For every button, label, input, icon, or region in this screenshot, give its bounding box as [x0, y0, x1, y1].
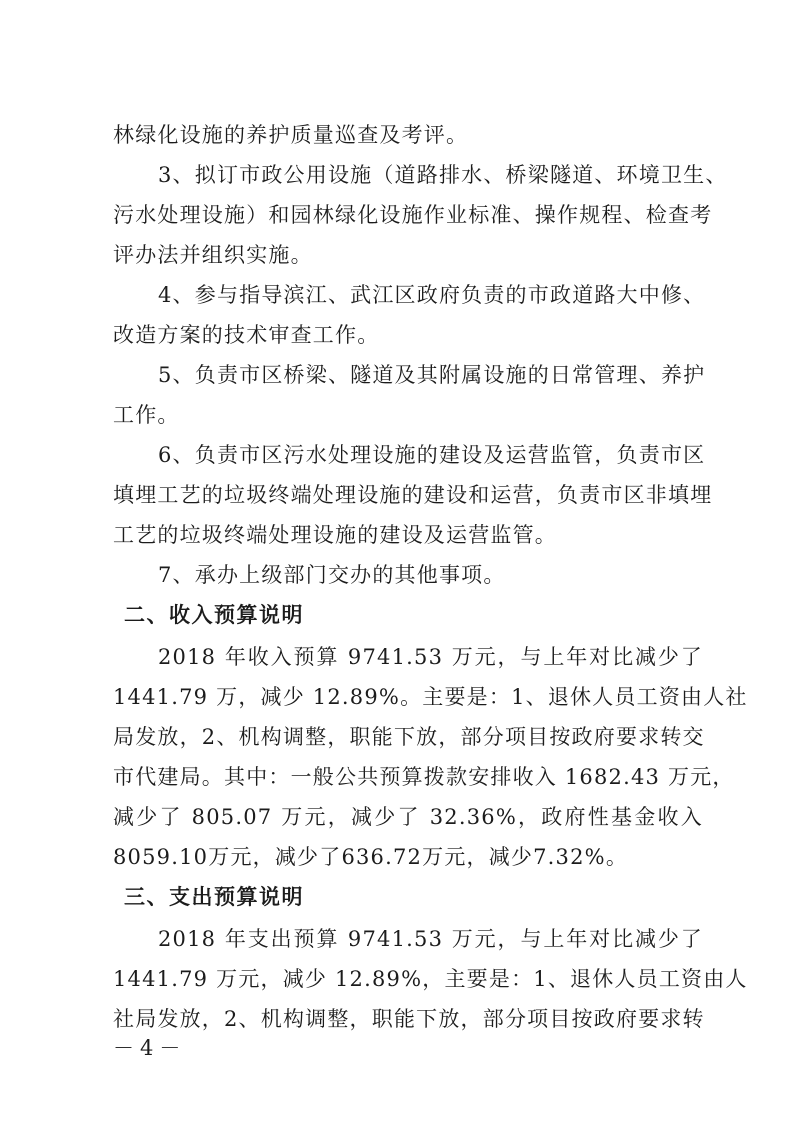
text-line: 3、拟订市政公用设施（道路排水、桥梁隧道、环境卫生、 [158, 163, 728, 187]
text-line: 2018 年收入预算 9741.53 万元，与上年对比减少了 [158, 645, 703, 669]
text-line: 1441.79 万元，减少 12.89%，主要是：1、退休人员工资由人 [113, 967, 748, 991]
text-line: 2018 年支出预算 9741.53 万元，与上年对比减少了 [158, 927, 703, 951]
text-line: 填埋工艺的垃圾终端处理设施的建设和运营，负责市区非填埋 [113, 483, 713, 507]
text-line: 局发放，2、机构调整，职能下放，部分项目按政府要求转交 [113, 725, 705, 749]
text-line: 污水处理设施）和园林绿化设施作业标准、操作规程、检查考 [113, 203, 713, 227]
text-line: 林绿化设施的养护质量巡查及考评。 [113, 123, 469, 147]
page-number: －4－ [113, 1036, 187, 1060]
text-line: 社局发放，2、机构调整，职能下放，部分项目按政府要求转 [113, 1007, 705, 1031]
text-line: 4、参与指导滨江、武江区政府负责的市政道路大中修、 [158, 283, 706, 307]
text-line: 1441.79 万，减少 12.89%。主要是：1、退休人员工资由人社 [113, 685, 748, 709]
text-line: 评办法并组织实施。 [113, 243, 313, 267]
text-line: 减少了 805.07 万元，减少了 32.36%，政府性基金收入 [113, 805, 703, 829]
text-line: 7、承办上级部门交办的其他事项。 [158, 563, 506, 587]
section-heading-expenditure: 三、支出预算说明 [124, 885, 304, 909]
text-line: 8059.10万元，减少了636.72万元，减少7.32%。 [113, 845, 629, 869]
text-line: 5、负责市区桥梁、隧道及其附属设施的日常管理、养护 [158, 363, 706, 387]
text-line: 6、负责市区污水处理设施的建设及运营监管，负责市区 [158, 443, 706, 467]
section-heading-income: 二、收入预算说明 [124, 603, 304, 627]
text-line: 改造方案的技术审查工作。 [113, 323, 380, 347]
text-line: 工作。 [113, 403, 180, 427]
text-line: 市代建局。其中：一般公共预算拨款安排收入 1682.43 万元， [113, 765, 735, 789]
text-line: 工艺的垃圾终端处理设施的建设及运营监管。 [113, 523, 557, 547]
